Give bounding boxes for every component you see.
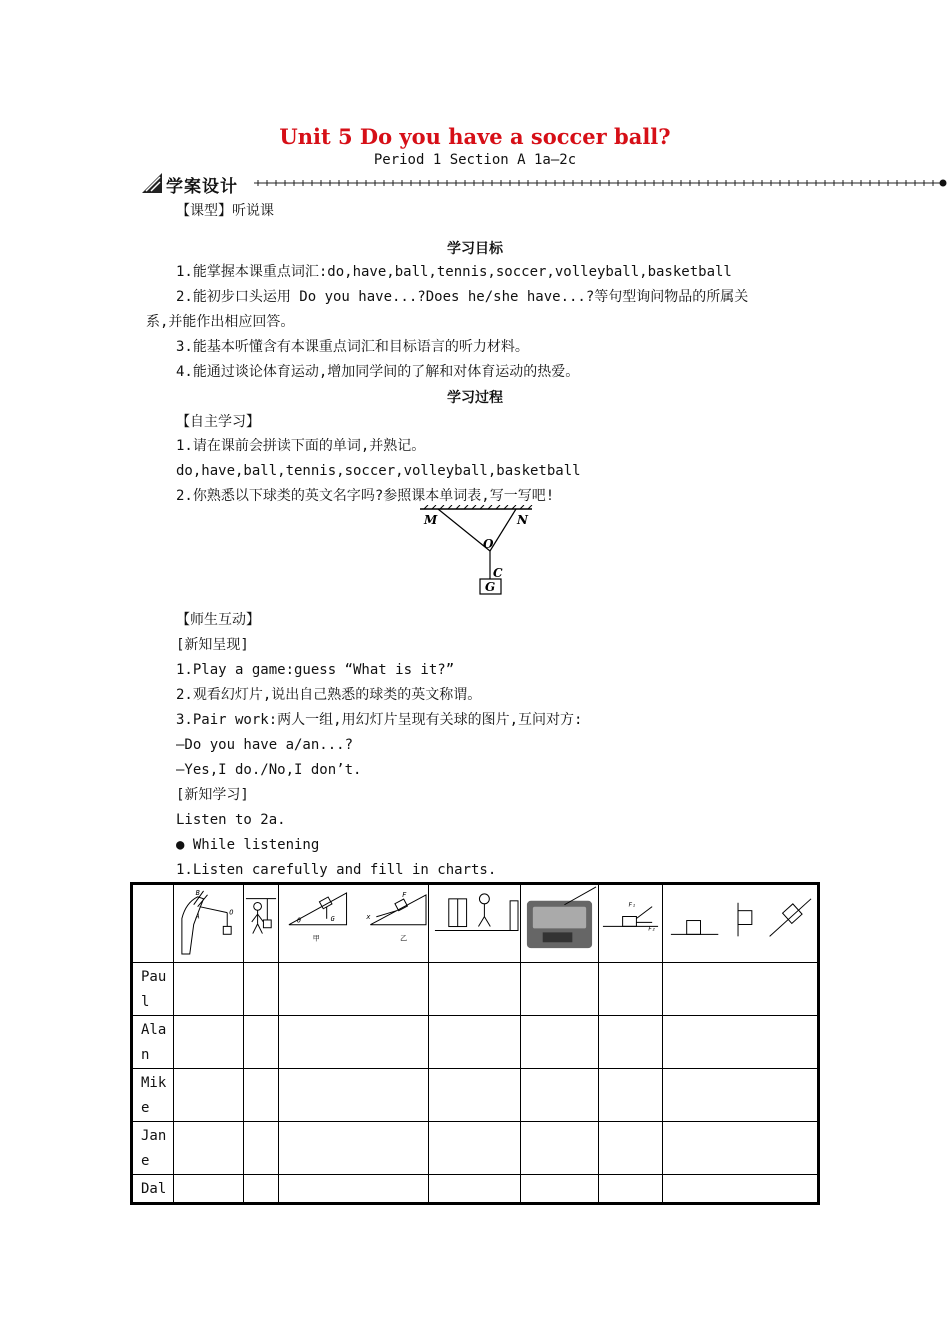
header-fig-blocks xyxy=(663,884,819,963)
interaction-item-4: 3.Pair work:两人一组,用幻灯片呈现有关球的图片,互问对方: xyxy=(176,712,583,728)
self-study-words: do,have,ball,tennis,soccer,volleyball,basketball xyxy=(176,463,581,479)
goal-item-2: 2.能初步口头运用 Do you have...?Does he/she have...?等句型询问物品的所属关 xyxy=(176,289,749,305)
inclined-planes-figure-icon xyxy=(279,885,428,962)
goals-heading: 学习目标 xyxy=(447,241,503,257)
incline-label-g: G xyxy=(330,914,335,923)
self-study-item-2: 2.你熟悉以下球类的英文名字吗?参照课本单词表,写一写吧! xyxy=(176,488,555,504)
row-name-mike: Mike xyxy=(132,1069,174,1122)
interaction-item-2: 1.Play a game:guess “What is it?” xyxy=(176,662,455,678)
label-g: G xyxy=(485,580,496,594)
self-study-item-1: 1.请在课前会拼读下面的单词,并熟记。 xyxy=(176,438,426,454)
incline-label-theta: θ xyxy=(296,916,302,925)
interaction-item-7: [新知学习] xyxy=(176,787,249,803)
label-m: M xyxy=(424,513,438,527)
chart-row xyxy=(132,1175,819,1204)
label-n: N xyxy=(517,513,528,527)
pulley-figure-icon xyxy=(244,885,278,961)
incline-label-f: F xyxy=(402,890,407,899)
header-empty-cell xyxy=(132,884,174,963)
banner-stripes-icon xyxy=(142,173,164,195)
header-fig-seesaw xyxy=(429,884,521,963)
header-fig-pulley xyxy=(244,884,279,963)
chart-header-row xyxy=(132,884,819,963)
banner-label: 学案设计 xyxy=(166,177,238,197)
lesson-type: 【课型】听说课 xyxy=(176,203,274,219)
hand-label-a: A xyxy=(195,912,200,921)
process-heading: 学习过程 xyxy=(447,390,503,406)
section-banner xyxy=(142,170,950,196)
incline-label-x: x xyxy=(366,912,371,921)
goal-item-4: 4.能通过谈论体育运动,增加同学间的了解和对体育运动的热爱。 xyxy=(176,364,580,380)
interaction-item-6: —Yes,I do./No,I don’t. xyxy=(176,762,362,778)
interaction-item-9: ● While listening xyxy=(176,837,320,853)
hand-label-o: O xyxy=(229,908,234,917)
header-fig-inclines xyxy=(279,884,429,963)
interaction-item-10: 1.Listen carefully and fill in charts. xyxy=(176,862,497,878)
hand-label-b: B xyxy=(195,888,200,897)
row-name-paul: Paul xyxy=(132,963,174,1016)
force-label-f1: F₁ xyxy=(628,902,636,909)
document-title: Unit 5 Do you have a soccer ball? xyxy=(279,124,671,149)
incline-label-jia: 甲 xyxy=(312,934,320,943)
chart-row xyxy=(132,1122,819,1175)
goal-item-3: 3.能基本听懂含有本课重点词汇和目标语言的听力材料。 xyxy=(176,339,529,355)
chart-row xyxy=(132,1069,819,1122)
header-fig-hand-pull xyxy=(174,884,244,963)
row-name-dal: Dal xyxy=(132,1175,174,1204)
goal-item-1: 1.能掌握本课重点词汇:do,have,ball,tennis,soccer,volleyball,basketball xyxy=(176,264,732,280)
interaction-item-8: Listen to 2a. xyxy=(176,812,286,828)
force-label-f2: F₂ xyxy=(648,926,656,933)
hand-pull-figure-icon xyxy=(174,885,243,962)
label-o: O xyxy=(483,537,494,551)
self-study-label: 【自主学习】 xyxy=(176,414,260,430)
header-fig-forces xyxy=(599,884,663,963)
force-diagram-icon xyxy=(599,885,662,962)
incline-label-yi: 乙 xyxy=(400,934,408,943)
listening-chart xyxy=(130,882,820,1205)
chart-row xyxy=(132,963,819,1016)
digital-scale-photo-icon xyxy=(521,885,598,962)
hanging-weight-figure xyxy=(410,505,540,599)
interaction-item-3: 2.观看幻灯片,说出自己熟悉的球类的英文称谓。 xyxy=(176,687,482,703)
row-name-jane: Jane xyxy=(132,1122,174,1175)
seesaw-figure-icon xyxy=(429,885,520,962)
row-name-alan: Alan xyxy=(132,1016,174,1069)
interaction-label: 【师生互动】 xyxy=(176,612,260,628)
interaction-item-1: [新知呈现] xyxy=(176,637,249,653)
interaction-item-5: —Do you have a/an...? xyxy=(176,737,354,753)
chart-row xyxy=(132,1016,819,1069)
document-subtitle: Period 1 Section A 1a—2c xyxy=(373,152,577,168)
banner-dotted-rule xyxy=(250,170,950,196)
goal-item-2-cont: 系,并能作出相应回答。 xyxy=(146,314,295,330)
blocks-figure-icon xyxy=(663,885,817,962)
label-c: C xyxy=(493,566,503,580)
header-fig-scale xyxy=(521,884,599,963)
